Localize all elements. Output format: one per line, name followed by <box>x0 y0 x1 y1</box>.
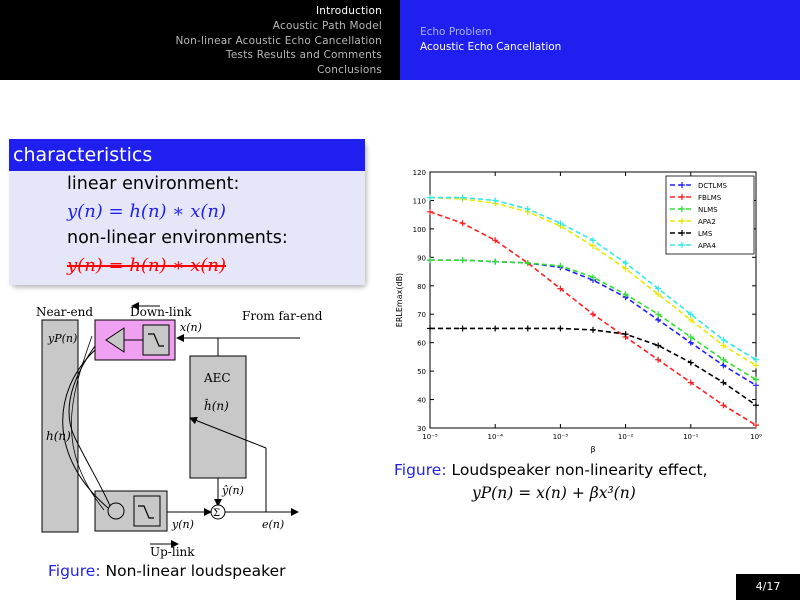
block-body <box>9 171 365 285</box>
up-link-label: Up-link <box>150 545 195 559</box>
block-title: characteristics <box>9 139 365 171</box>
right-caption-equation: yP(n) = x(n) + βx³(n) <box>472 484 636 502</box>
legend-label: FBLMS <box>698 194 722 202</box>
left-caption-text: Non-linear loudspeaker <box>105 562 286 580</box>
near-end-column <box>42 320 78 532</box>
linear-equation: y(n) = h(n) ∗ x(n) <box>67 201 227 222</box>
erle-chart <box>388 160 768 454</box>
y-axis-label: ERLEmax(dB) <box>395 272 404 328</box>
hhat-label: ĥ(n) <box>204 399 229 413</box>
page-number: 4/17 <box>736 574 800 600</box>
right-caption-text: Loudspeaker non-linearity effect, <box>451 461 708 479</box>
x-tick-label: 10⁻⁴ <box>487 433 503 441</box>
y-tick-label: 80 <box>417 282 426 291</box>
right-figure-caption <box>394 461 708 479</box>
nav-item-tests-results[interactable]: Tests Results and Comments <box>226 49 382 62</box>
figure-label: Figure: <box>394 461 447 479</box>
hn-label: h(n) <box>46 429 71 443</box>
yp-label: yP(n) <box>48 332 78 345</box>
subsection-nav <box>420 25 561 54</box>
en-label: e(n) <box>262 518 285 531</box>
legend-label: LMS <box>698 230 713 238</box>
x-tick-label: 10⁻¹ <box>683 433 699 441</box>
legend-label: APA4 <box>698 242 716 250</box>
nav-item-conclusions[interactable]: Conclusions <box>317 64 382 77</box>
subnav-acoustic-echo-cancellation[interactable]: Acoustic Echo Cancellation <box>420 40 562 53</box>
legend-label: APA2 <box>698 218 716 226</box>
xn-label: x(n) <box>180 321 202 334</box>
aec-label: AEC <box>204 371 231 385</box>
y-tick-label: 70 <box>417 311 426 320</box>
sigma-label: Σ <box>213 508 221 519</box>
nav-item-introduction[interactable]: Introduction <box>316 5 382 17</box>
header-navigation <box>0 0 400 80</box>
x-tick-label: 10⁻² <box>617 433 634 441</box>
section-nav <box>176 4 383 78</box>
nonlinear-equation-struck: y(n) = h(n) ∗ x(n) <box>67 255 227 276</box>
legend-label: NLMS <box>698 206 718 214</box>
nav-item-nonlinear-aec[interactable]: Non-linear Acoustic Echo Cancellation <box>175 34 382 47</box>
header-subsections <box>400 0 800 80</box>
y-tick-label: 110 <box>412 197 426 206</box>
figure-label: Figure: <box>48 562 101 580</box>
left-figure-caption <box>48 562 286 580</box>
y-tick-label: 30 <box>417 425 426 433</box>
y-tick-label: 100 <box>412 225 426 234</box>
nav-item-acoustic-path-model[interactable]: Acoustic Path Model <box>272 19 382 32</box>
x-tick-label: 10⁻⁵ <box>422 433 438 441</box>
nonlinear-environments-text: non-linear environments: <box>67 228 288 248</box>
subnav-echo-problem[interactable]: Echo Problem <box>420 26 492 38</box>
y-tick-label: 40 <box>417 396 426 405</box>
y-tick-label: 90 <box>417 254 426 263</box>
down-link-label: Down-link <box>130 305 192 319</box>
from-far-end-label: From far-end <box>242 309 323 323</box>
x-tick-label: 10⁻³ <box>552 433 569 441</box>
x-tick-label: 10⁰ <box>750 433 762 441</box>
yhat-label: ŷ(n) <box>222 484 244 497</box>
yn-label: y(n) <box>172 518 194 531</box>
characteristics-block <box>9 139 365 285</box>
y-tick-label: 120 <box>412 169 426 177</box>
y-tick-label: 60 <box>417 339 426 348</box>
aec-block-diagram <box>30 298 350 560</box>
microphone-icon <box>108 503 124 519</box>
linear-environment-text: linear environment: <box>67 174 240 194</box>
legend-label: DCTLMS <box>698 182 727 190</box>
y-tick-label: 50 <box>417 368 426 377</box>
x-axis-label: β <box>590 445 596 454</box>
near-end-label: Near-end <box>36 305 94 319</box>
